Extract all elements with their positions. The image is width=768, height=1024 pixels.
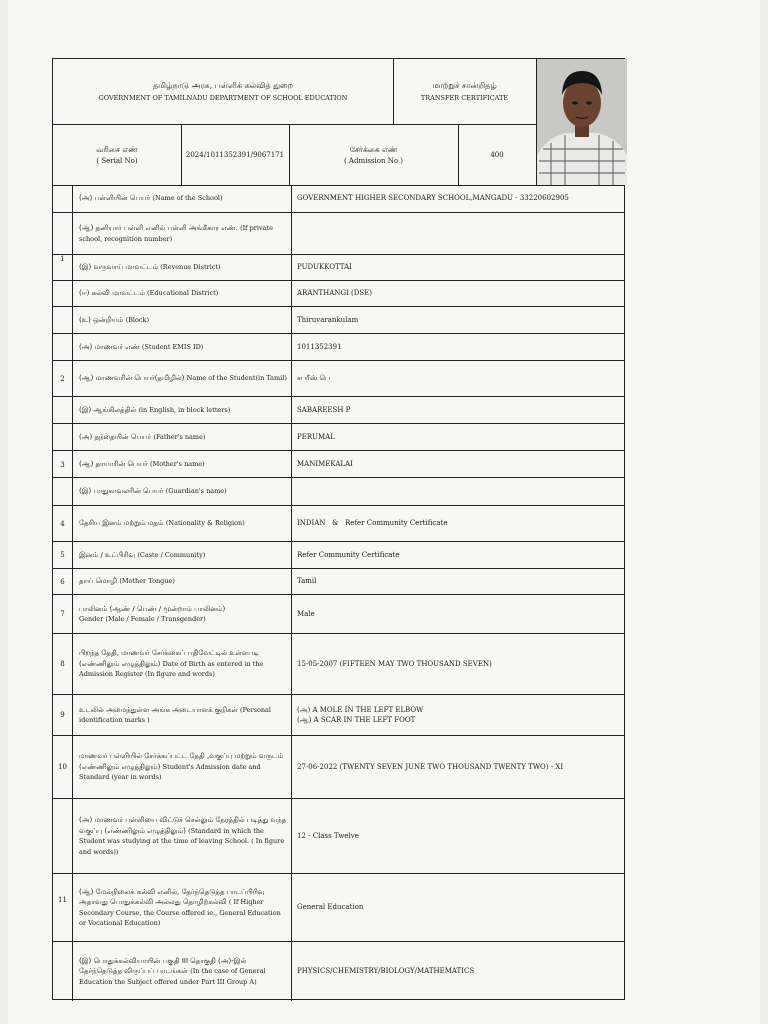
identification-mark-1: (அ) A MOLE IN THE LEFT ELBOW <box>297 705 424 714</box>
row-nationality-religion: தேசிய இனம் மற்றும் மதம் (Nationality & Religion) INDIAN & Refer Community Certificate <box>53 506 624 542</box>
department-block <box>53 59 393 124</box>
row-recognition-number: (ஆ) தனியார் பள்ளி எனில் பள்ளி அங்கீகார எண். (If private school, recognition number) <box>53 213 624 255</box>
course-offered-value: General Education <box>297 903 364 912</box>
row-mother-name: (ஆ) தாயாரின் பெயர் (Mother's name) MANIMEKALAI <box>53 451 624 478</box>
row-school-name: (அ) பள்ளியின் பெயர் (Name of the School) GOVERNMENT HIGHER SECONDARY SCHOOL,MANGADU - 33220602905 <box>53 185 624 213</box>
row-father-name: (அ) தந்தையின் பெயர் (Father's name) PERUMAL <box>53 424 624 451</box>
admission-number: 400 <box>490 150 504 159</box>
row-subjects-offered: (இ) பொதுக்கல்வியாயின் பகுதி III தொகுதி (அ)-இல் தேர்ந்தெடுத்த விருப்பப் பாடங்கள் (In the case of General Education the Subject offered under Part III Group A) PHYSICS/CHEMISTRY/BIOLOGY/MATHEMATICS <box>53 942 624 1001</box>
group-number: 1 <box>53 185 73 334</box>
row-emis-id: (அ) மாணவர் எண் (Student EMIS ID) 1011352391 <box>53 334 624 361</box>
group-number: 4 <box>53 506 73 542</box>
row-block: (உ) ஒன்றியம் (Block) Thiruvarankulam <box>53 307 624 334</box>
group-number: 6 <box>53 569 73 595</box>
row-standard-leaving: (அ) மாணவர் பள்ளியை விட்டுச் செல்லும் நேரத்தில் படித்து வந்த வகுப்பு (எண்ணிலும் எழுத்திலும்) (Standard in which the Student was studying at the time of leaving School. ( In figure and words)) 12 - Class Twelve <box>53 799 624 874</box>
group-number: 5 <box>53 542 73 569</box>
name-english-value: SABAREESH P <box>297 405 351 414</box>
serial-number: 2024/1011352391/9067171 <box>185 150 285 159</box>
group-number: 8 <box>53 634 73 695</box>
row-date-of-birth: பிறந்த தேதி, மாணவர் சேர்க்கைப் பதிவேட்டில் உள்ளபடி (எண்ணிலும் எழுத்திலும்) Date of Birth as entered in the Admission Register (In figure and words) 15-05-2007 (FIFTEEN MAY TWO THOUSAND SEVEN) <box>53 634 624 695</box>
revenue-district-value: PUDUKKOTTAI <box>297 263 352 272</box>
row-caste-community: இனம் / உட்பிரிவு (Caste / Community) Refer Community Certificate <box>53 542 624 569</box>
block-value: Thiruvarankulam <box>297 315 359 324</box>
admission-label: சேர்க்கை எண் ( Admission No ) <box>343 144 404 165</box>
paper-sheet <box>8 0 760 1024</box>
group-number: 7 <box>53 595 73 634</box>
group-number: 10 <box>53 736 73 799</box>
row-name-tamil: (ஆ) மாணவரின் பெயர்(தமிழில்) Name of the Student(in Tamil) சபரீஸ் பெ <box>53 361 624 397</box>
nationality-religion-value: INDIAN & Refer Community Certificate <box>297 519 448 528</box>
department-english: GOVERNMENT OF TAMILNADU DEPARTMENT OF SCHOOL EDUCATION <box>98 94 348 102</box>
row-revenue-district: (இ) வருவாய் மாவட்டம் (Revenue District) PUDUKKOTTAI <box>53 255 624 281</box>
recognition-number-value <box>292 213 624 254</box>
department-tamil: தமிழ்நாடு அரசு, பள்ளிக் கல்வித் துறை <box>152 81 294 90</box>
guardian-name-value <box>292 478 624 505</box>
transfer-certificate <box>52 58 625 1000</box>
admission-date-value: 27-06-2022 (TWENTY SEVEN JUNE TWO THOUSAND TWENTY TWO) - XI <box>297 762 564 771</box>
row-educational-district: (ஈ) கல்வி மாவட்டம் (Educational District) ARANTHANGI (DSE) <box>53 281 624 307</box>
certificate-header <box>53 59 624 186</box>
educational-district-value: ARANTHANGI (DSE) <box>297 289 373 298</box>
row-name-english: (இ) ஆங்கிலத்தில் (in English, in block letters) SABAREESH P <box>53 397 624 424</box>
row-course-offered: (ஆ) மேல்நிலைக் கல்வி எனில், தேர்ந்தெடுத்த பாடப்பிரிவு அதாவது பொதுக்கல்வி அல்லது தொழிற்கல்வி ( If Higher Secondary Course, the Course offered ie., General Education or Vocational Education) General Education <box>53 874 624 942</box>
identification-marks-value <box>292 695 624 735</box>
father-name-value: PERUMAL <box>297 432 335 441</box>
group-number: 3 <box>53 424 73 506</box>
row-admission-date: மாணவர் பள்ளியில் சேர்க்கப்பட்ட தேதி ,வகுப்பு மற்றும் வருடம் (எண்ணிலும் எழுத்திலும்) Student's Admission date and Standard (year in words) 27-06-2022 (TWENTY SEVEN JUNE TWO THOUSAND TWENTY TWO) - XI <box>53 736 624 799</box>
subjects-offered-value: PHYSICS/CHEMISTRY/BIOLOGY/MATHEMATICS <box>297 967 475 976</box>
group-number: 11 <box>53 799 73 1001</box>
certificate-body <box>53 185 624 999</box>
row-identification-marks: உடலில் அமைந்துள்ள அங்க அடையாளக் குறிகள் (Personal identification marks ) (அ) A MOLE IN THE LEFT ELBOW (ஆ) A SCAR IN THE LEFT FOOT <box>53 695 624 736</box>
title-tamil: மாற்றுச் சான்றிதழ் <box>432 81 497 90</box>
student-photo <box>536 59 627 185</box>
row-gender: பாலினம் (ஆண் / பெண் / மூன்றாம் பாலினம்) Gender (Male / Female / Transgender) Male <box>53 595 624 634</box>
mother-tongue-value: Tamil <box>297 577 317 586</box>
date-of-birth-value: 15-05-2007 (FIFTEEN MAY TWO THOUSAND SEVEN) <box>297 659 492 668</box>
gender-value: Male <box>297 609 315 618</box>
certificate-title-block <box>393 59 536 124</box>
serial-label: வரிசை எண் ( Serial No) <box>96 144 138 165</box>
standard-leaving-value: 12 - Class Twelve <box>297 831 359 840</box>
caste-community-value: Refer Community Certificate <box>297 550 400 559</box>
title-english: TRANSFER CERTIFICATE <box>420 94 509 102</box>
name-tamil-value: சபரீஸ் பெ <box>297 374 331 383</box>
group-number: 9 <box>53 695 73 736</box>
school-name-value: GOVERNMENT HIGHER SECONDARY SCHOOL,MANGADU - 33220602905 <box>297 194 569 203</box>
row-mother-tongue: தாய் மொழி (Mother Tongue) Tamil <box>53 569 624 595</box>
emis-id-value: 1011352391 <box>297 342 342 351</box>
mother-name-value: MANIMEKALAI <box>297 459 353 468</box>
identification-mark-2: (ஆ) A SCAR IN THE LEFT FOOT <box>297 716 416 724</box>
group-number: 2 <box>53 334 73 424</box>
row-guardian-name: (இ) பாதுகாவலரின் பெயர் (Guardian's name) <box>53 478 624 506</box>
